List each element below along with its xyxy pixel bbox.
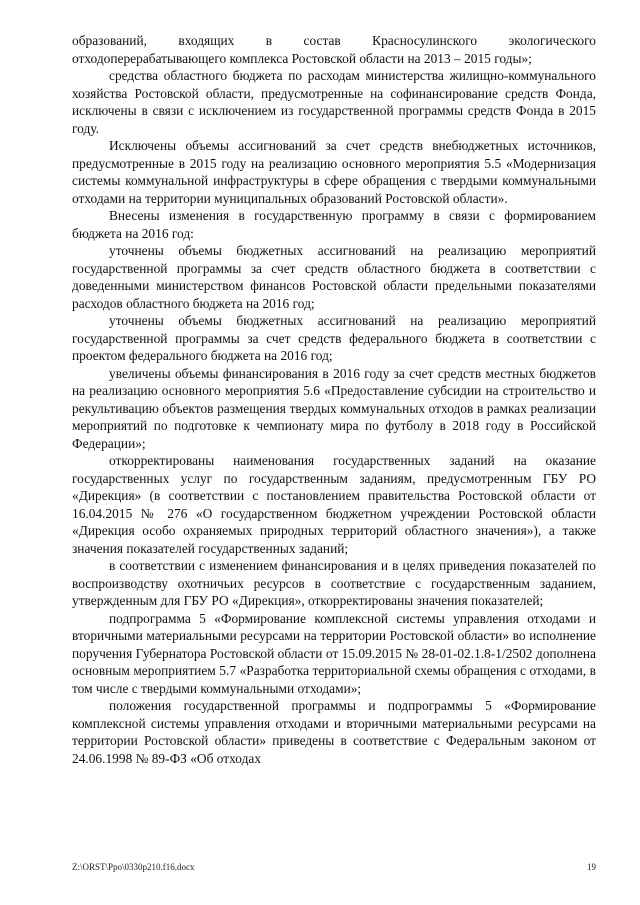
paragraph-7: увеличены объемы финансирования в 2016 году за счет средств местных бюджетов на реализацию основного мероприятия 5.6 «Предоставление субсидии на строительство и рекультивацию объектов размещения твердых коммунальных отходов в рамках реализации мероприятий по подготовке к чемпионату мира по футболу в 2018 году в Российской Федерации»; xyxy=(72,365,596,451)
file-path: Z:\ORST\Ppo\0330p210.f16.docx xyxy=(72,862,195,872)
paragraph-10: подпрограмма 5 «Формирование комплексной системы управления отходами и вторичными материальными ресурсами на территории Ростовской области» во исполнение поручения Губернатора Ростовской области от 15.09.2015 № 28-01-02.1.8-1/2502 дополнена основным мероприятием 5.7 «Разработка территориальной схемы обращения с отходами, в том числе с твердыми коммунальными отходами»; xyxy=(72,610,596,696)
paragraph-6: уточнены объемы бюджетных ассигнований на реализацию мероприятий государственной программы за счет средств федерального бюджета в соответствии с проектом федерального бюджета на 2016 год; xyxy=(72,313,596,363)
paragraph-4: Внесены изменения в государственную программу в связи с формированием бюджета на 2016 год: xyxy=(72,208,596,241)
paragraph-9: в соответствии с изменением финансирования и в целях приведения показателей по воспроизводству охотничьих ресурсов в соответствие с государственным заданием, утвержденным для ГБУ РО «Дирекция», откорректированы значения показателей; xyxy=(72,558,596,608)
paragraph-5: уточнены объемы бюджетных ассигнований на реализацию мероприятий государственной программы за счет средств областного бюджета в соответствии с доведенными министерством финансов Ростовской области предельными показателями расходов областного бюджета на 2016 год; xyxy=(72,243,596,311)
paragraph-2: средства областного бюджета по расходам министерства жилищно-коммунального хозяйства Ростовской области, предусмотренные на софинансирование средств Фонда, исключены в связи с исключением из государственной программы средств Фонда в 2015 году. xyxy=(72,68,596,136)
document-body xyxy=(72,32,596,767)
paragraph-3: Исключены объемы ассигнований за счет средств внебюджетных источников, предусмотренные в 2015 году на реализацию основного мероприятия 5.5 «Модернизация системы коммунальной инфраструктуры в сфере обращения с твердыми коммунальными отходами на территории муниципальных образований Ростовской области». xyxy=(72,138,596,206)
paragraph-11: положения государственной программы и подпрограммы 5 «Формирование комплексной системы управления отходами и вторичными материальными ресурсами на территории Ростовской области» приведены в соответствие с Федеральным законом от 24.06.1998 № 89-ФЗ «Об отходах xyxy=(72,698,596,766)
paragraph-8: откорректированы наименования государственных заданий на оказание государственных услуг по государственным заданиям, предусмотренным ГБУ РО «Дирекция» (в соответствии с постановлением правительства Ростовской области от 16.04.2015 № 276 «О государственном бюджетном учреждении Ростовской области «Дирекция особо охраняемых природных территорий областного значения»), а также значения показателей государственных заданий; xyxy=(72,453,596,556)
page-number: 19 xyxy=(587,862,596,872)
paragraph-1: образований, входящих в состав Красносулинского экологического отходоперерабатывающего комплекса Ростовской области на 2013 – 2015 годы»; xyxy=(72,33,596,66)
